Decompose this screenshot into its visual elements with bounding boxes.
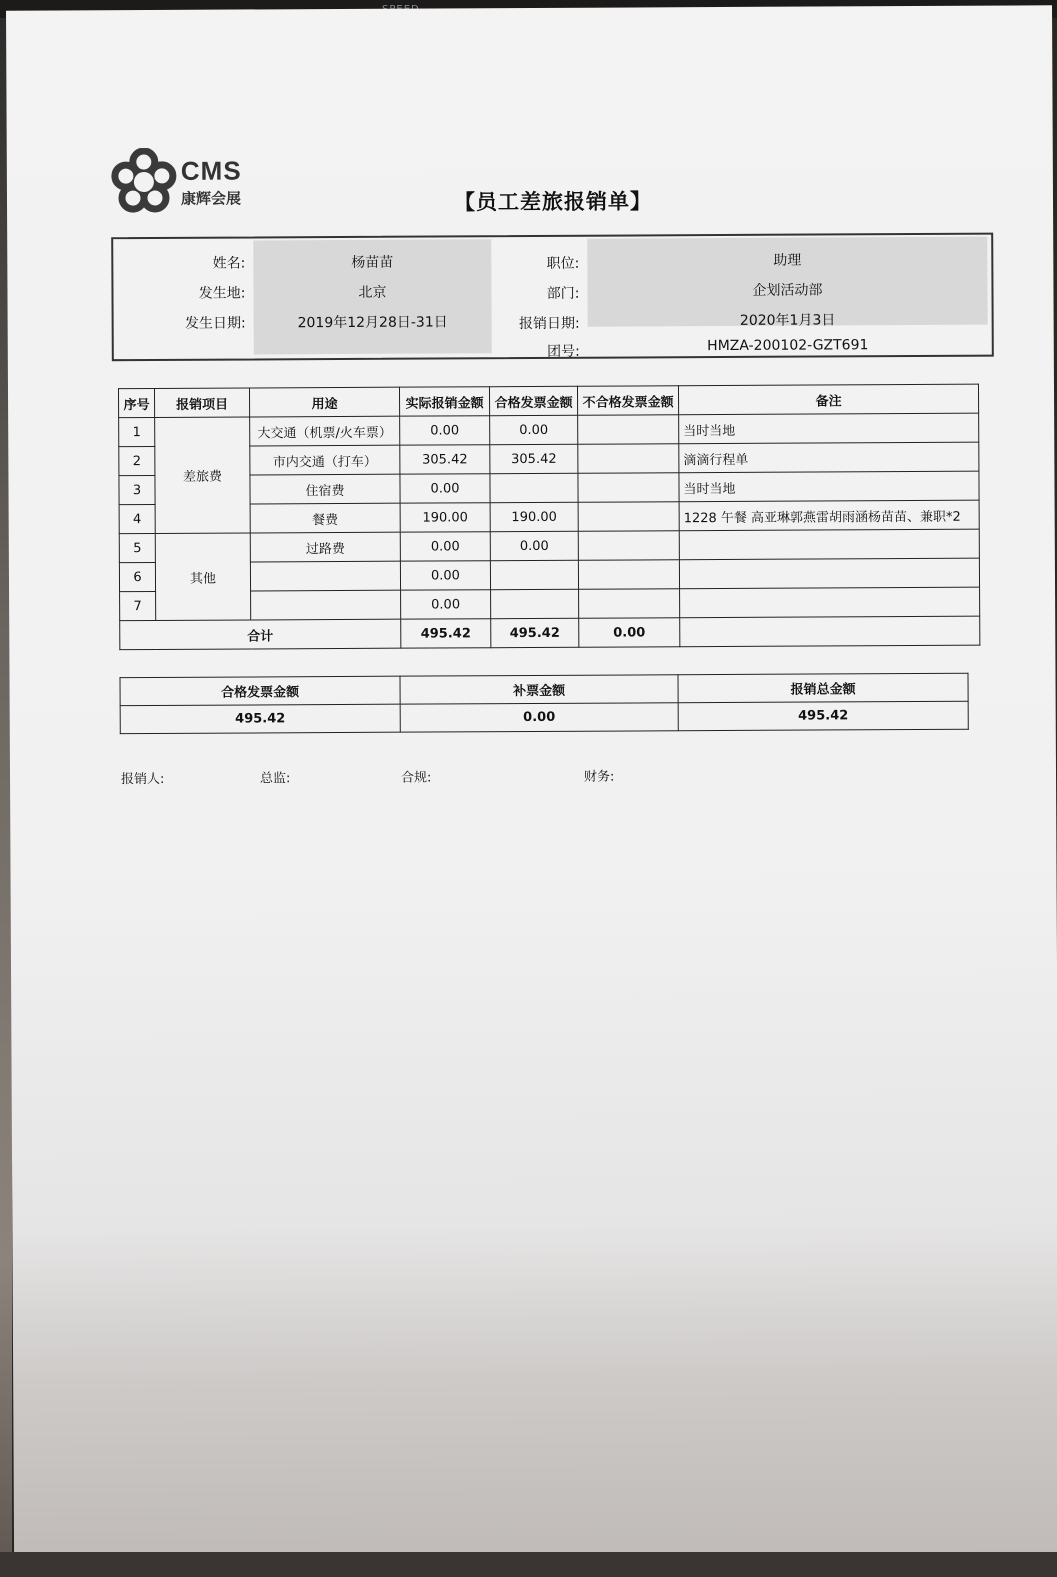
group-label: 团号:: [547, 343, 580, 360]
row-valid: 0.00: [490, 415, 578, 444]
place-label: 发生地:: [198, 285, 246, 302]
row-valid: 305.42: [490, 444, 578, 473]
document-page: [6, 5, 1057, 1570]
row-actual: 305.42: [400, 445, 490, 474]
row-no: 1: [119, 417, 155, 446]
bottom-edge: [0, 1552, 1057, 1577]
total-row: [120, 616, 980, 650]
claim-date-value: 2020年1月3日: [739, 312, 836, 329]
name-value: 杨苗苗: [351, 254, 394, 271]
row-valid: 190.00: [490, 502, 578, 531]
row-valid: [490, 473, 578, 502]
row-invalid: [579, 589, 680, 619]
position-label: 职位:: [546, 255, 580, 272]
summary-header-row: [120, 673, 968, 705]
date-label: 发生日期:: [184, 315, 246, 332]
row-valid: [490, 560, 578, 589]
total-note: [680, 616, 980, 647]
row-use: [250, 561, 400, 591]
row-use: 过路费: [250, 532, 400, 562]
row-invalid: [578, 444, 679, 474]
category-travel: 差旅费: [155, 417, 251, 533]
row-invalid: [578, 415, 679, 445]
row-actual: 190.00: [400, 503, 490, 532]
summary-total-label: 报销总金额: [678, 673, 968, 703]
dept-label: 部门:: [546, 285, 580, 302]
dept-value: 企划活动部: [752, 282, 823, 299]
row-actual: 0.00: [400, 532, 490, 561]
row-actual: 0.00: [400, 474, 490, 503]
signature-finance: 财务:: [583, 769, 615, 785]
row-invalid: [578, 560, 679, 590]
header-use: 用途: [249, 387, 399, 417]
row-no: 3: [119, 475, 155, 504]
signature-director: 总监:: [259, 771, 291, 787]
signature-compliance: 合规:: [400, 770, 432, 786]
claim-date-label: 报销日期:: [518, 315, 580, 333]
header-note: 备注: [678, 384, 978, 415]
table-row: [119, 413, 979, 447]
row-note: [679, 529, 979, 560]
row-note: 滴滴行程单: [679, 442, 979, 473]
row-use: 住宿费: [250, 474, 400, 504]
row-actual: 0.00: [401, 590, 491, 619]
employee-info-box: [111, 233, 994, 362]
date-value: 2019年12月28日-31日: [297, 314, 448, 332]
total-actual: 495.42: [401, 619, 491, 648]
summary-table: [119, 673, 968, 734]
row-no: 4: [119, 504, 155, 533]
summary-supplement-value: 0.00: [400, 703, 678, 732]
logo-brand: CMS: [180, 155, 242, 186]
position-value: 助理: [773, 252, 802, 269]
row-no: 7: [120, 591, 156, 620]
signature-claimant: 报销人:: [120, 771, 165, 788]
row-no: 6: [119, 562, 155, 591]
row-note: 当时当地: [679, 413, 979, 444]
total-invalid: 0.00: [579, 618, 680, 648]
row-valid: [491, 589, 579, 618]
total-valid: 495.42: [491, 618, 579, 647]
header-no: 序号: [118, 388, 154, 417]
row-no: 5: [119, 533, 155, 562]
row-use: 餐费: [250, 503, 400, 533]
row-no: 2: [119, 446, 155, 475]
total-label: 合计: [120, 619, 401, 649]
summary-valid-label: 合格发票金额: [120, 676, 400, 705]
summary-total-value: 495.42: [678, 701, 968, 731]
row-invalid: [578, 473, 679, 503]
expense-table: [118, 384, 980, 651]
summary-value-row: [120, 701, 968, 733]
header-valid: 合格发票金额: [489, 386, 577, 415]
row-use: [251, 590, 401, 620]
group-value: HMZA-200102-GZT691: [707, 337, 869, 355]
table-header-row: [118, 384, 978, 418]
page-title: 【员工差旅报销单】: [453, 188, 653, 215]
company-logo: [111, 147, 251, 218]
row-note: 当时当地: [679, 471, 979, 502]
header-actual: 实际报销金额: [399, 387, 489, 416]
row-actual: 0.00: [400, 561, 490, 590]
table-row: [119, 529, 979, 563]
header-category: 报销项目: [154, 388, 249, 417]
category-other: 其他: [155, 533, 250, 620]
flower-logo-icon: [111, 148, 177, 214]
row-use: 市内交通（打车）: [250, 445, 400, 475]
name-label: 姓名:: [212, 255, 246, 272]
row-valid: 0.00: [490, 531, 578, 560]
logo-name: 康辉会展: [180, 189, 242, 208]
row-note: 1228 午餐 高亚琳郭燕雷胡雨涵杨苗苗、兼职*2: [679, 500, 979, 531]
row-use: 大交通（机票/火车票）: [250, 416, 400, 446]
summary-valid-value: 495.42: [120, 704, 400, 733]
row-invalid: [578, 531, 679, 561]
summary-supplement-label: 补票金额: [400, 675, 678, 704]
place-value: 北京: [358, 284, 387, 301]
row-note: [679, 558, 979, 589]
header-invalid: 不合格发票金额: [577, 386, 678, 416]
row-note: [680, 587, 980, 618]
row-invalid: [578, 502, 679, 532]
row-actual: 0.00: [400, 416, 490, 445]
